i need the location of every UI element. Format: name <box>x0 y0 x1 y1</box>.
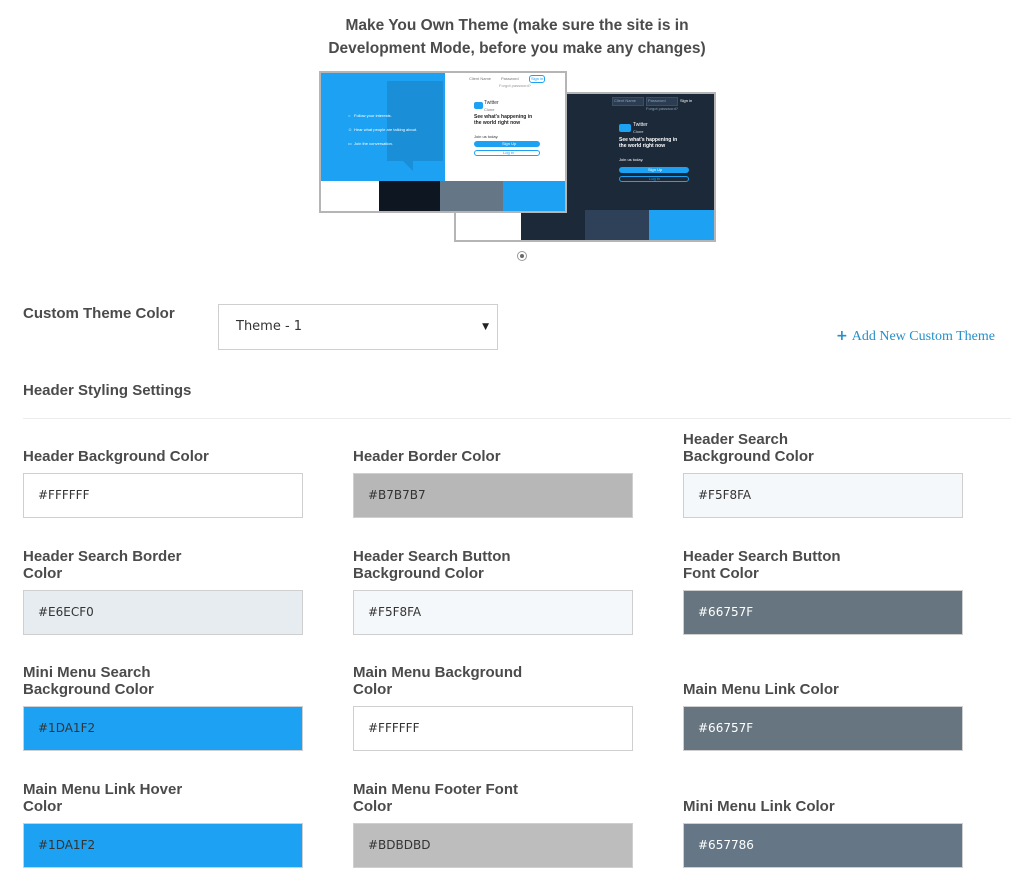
dark-preview-join: Join us today. <box>619 157 644 162</box>
preview-search-icon: ○ <box>348 113 351 118</box>
field-label-line: Main Menu Link Hover <box>23 781 183 798</box>
preview-feature-1: Follow your interests. <box>354 113 392 118</box>
plus-icon: + <box>836 328 848 344</box>
preview-chat-icon: ▭ <box>348 141 352 146</box>
field-label-line: Main Menu Background <box>353 664 523 681</box>
section-divider <box>23 418 1011 419</box>
field-label-line: Header Search Button <box>683 548 841 565</box>
page-title-line-1: Make You Own Theme (make sure the site is in <box>345 17 689 34</box>
chevron-down-icon: ▼ <box>482 322 489 332</box>
light-preview-headline-1: See what's happening in <box>474 114 533 120</box>
field-label-line: Main Menu Footer Font <box>353 781 518 798</box>
dark-preview-brand: Twitter <box>633 122 648 128</box>
section-title: Header Styling Settings <box>23 382 192 399</box>
field-label-line: Header Search Button <box>353 548 511 565</box>
color-input[interactable]: #BDBDBD <box>353 823 633 868</box>
color-input[interactable]: #657786 <box>683 823 963 868</box>
field-label-line: Color <box>353 681 393 698</box>
custom-theme-selected-value: Theme - 1 <box>236 319 303 334</box>
light-preview-headline-2: the world right now <box>474 120 521 126</box>
field-label-line: Header Search Border <box>23 548 182 565</box>
color-input[interactable]: #B7B7B7 <box>353 473 633 518</box>
preview-feature-2: Hear what people are talking about. <box>354 127 418 132</box>
theme-preview-light[interactable] <box>319 71 567 213</box>
field-label <box>683 798 835 815</box>
field-label-line: Header Border Color <box>353 448 501 465</box>
dark-palette-swatch-4 <box>649 210 714 240</box>
dark-palette-swatch-2 <box>521 210 585 240</box>
color-input[interactable]: #F5F8FA <box>353 590 633 635</box>
custom-theme-select[interactable] <box>218 304 498 350</box>
field-label-line: Mini Menu Link Color <box>683 798 835 815</box>
dark-preview-signin: Sign in <box>680 98 693 103</box>
color-input[interactable]: #1DA1F2 <box>23 823 303 868</box>
light-preview-login: Log in <box>503 150 514 155</box>
field-label <box>683 548 841 582</box>
field-label <box>23 781 182 815</box>
light-preview-logo-icon <box>474 102 483 109</box>
dark-preview-brand-sub: Clone <box>633 129 644 134</box>
field-label <box>683 681 839 698</box>
field-label <box>23 664 154 698</box>
field-label <box>353 548 511 582</box>
field-label-line: Main Menu Link Color <box>683 681 839 698</box>
light-preview-brand: Twitter <box>484 100 499 106</box>
field-label <box>683 431 814 465</box>
light-preview-signup: Sign Up <box>502 141 517 146</box>
theme-radio-button[interactable] <box>517 251 527 261</box>
field-label <box>23 548 181 582</box>
field-label-line: Color <box>23 798 63 815</box>
light-preview-password: Password <box>501 76 519 81</box>
preview-user-icon: ☺ <box>348 127 353 132</box>
light-palette-swatch-2 <box>379 181 440 211</box>
field-label-line: Background Color <box>23 681 154 698</box>
add-new-custom-theme-label: Add New Custom Theme <box>851 329 995 344</box>
preview-feature-3: Join the conversation. <box>354 141 393 146</box>
color-input[interactable]: #F5F8FA <box>683 473 963 518</box>
color-input[interactable]: #FFFFFF <box>353 706 633 751</box>
field-label-line: Color <box>23 565 63 582</box>
field-label <box>353 664 522 698</box>
add-new-custom-theme-link[interactable] <box>836 328 995 345</box>
field-label-line: Color <box>353 798 393 815</box>
field-label-line: Header Background Color <box>23 448 209 465</box>
field-label-line: Background Color <box>353 565 484 582</box>
custom-theme-label: Custom Theme Color <box>23 305 175 322</box>
field-label-line: Mini Menu Search <box>23 664 151 681</box>
field-label-line: Font Color <box>683 565 759 582</box>
color-input[interactable]: #FFFFFF <box>23 473 303 518</box>
dark-palette-swatch-1 <box>456 210 521 240</box>
light-palette-swatch-4 <box>503 181 565 211</box>
light-palette-swatch-1 <box>321 181 379 211</box>
dark-preview-headline-2: the world right now <box>619 143 666 149</box>
light-preview-signin: Sign in <box>531 76 544 81</box>
field-label <box>353 448 501 465</box>
dark-preview-password: Password <box>648 98 666 103</box>
dark-preview-client-name: Client Name <box>614 98 637 103</box>
page-title <box>262 14 772 60</box>
dark-preview-signup: Sign Up <box>648 167 663 172</box>
color-input[interactable]: #66757F <box>683 590 963 635</box>
dark-palette-swatch-3 <box>585 210 649 240</box>
dark-preview-logo-icon <box>619 124 631 132</box>
color-input[interactable]: #1DA1F2 <box>23 706 303 751</box>
field-label-line: Header Search <box>683 431 789 448</box>
color-input[interactable]: #E6ECF0 <box>23 590 303 635</box>
field-label <box>353 781 518 815</box>
field-label <box>23 448 209 465</box>
page-title-line-2: Development Mode, before you make any changes) <box>328 40 706 57</box>
light-preview-client-name: Client Name <box>469 76 492 81</box>
color-input[interactable]: #66757F <box>683 706 963 751</box>
light-preview-join: Join us today. <box>474 134 499 139</box>
dark-preview-forgot: Forgot password? <box>646 106 679 111</box>
light-preview-brand-sub: Clone <box>484 107 495 112</box>
dark-preview-headline-1: See what's happening in <box>619 137 678 143</box>
dark-preview-login: Log in <box>649 176 660 181</box>
field-label-line: Background Color <box>683 448 814 465</box>
light-palette-swatch-3 <box>440 181 503 211</box>
light-preview-forgot: Forgot password? <box>499 83 532 88</box>
